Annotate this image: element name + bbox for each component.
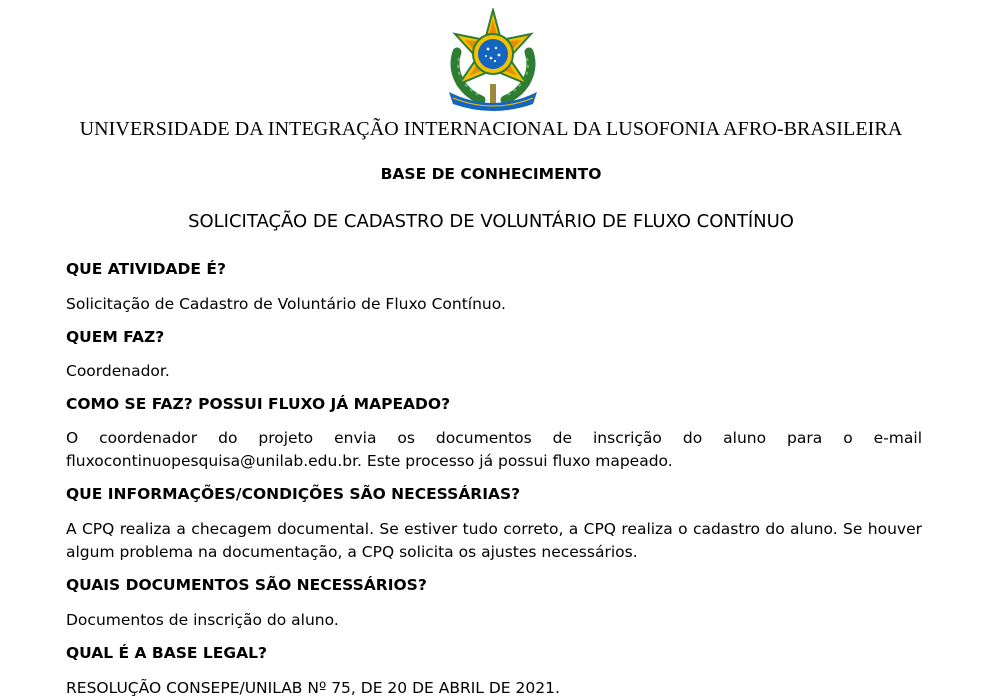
document-title: SOLICITAÇÃO DE CADASTRO DE VOLUNTÁRIO DE FLUXO CONTÍNUO (188, 211, 794, 232)
question-heading: QUEM FAZ? (66, 328, 165, 346)
section-label: BASE DE CONHECIMENTO (380, 165, 602, 183)
question-heading: QUE ATIVIDADE É? (66, 260, 226, 278)
answer-text: A CPQ realiza a checagem documental. Se estiver tudo correto, a CPQ realiza o cadastro do aluno. Se houver algum problema na documentação, a CPQ solicita os ajustes necessários. (66, 520, 922, 561)
question-heading: QUE INFORMAÇÕES/CONDIÇÕES SÃO NECESSÁRIAS? (66, 485, 521, 503)
coat-of-arms-icon (441, 8, 545, 112)
answer-text: Coordenador. (66, 362, 170, 380)
answer-text: Documentos de inscrição do aluno. (66, 611, 339, 629)
document-body (66, 258, 922, 700)
answer-text: RESOLUÇÃO CONSEPE/UNILAB Nº 75, DE 20 DE ABRIL DE 2021. (66, 679, 560, 697)
question-heading: COMO SE FAZ? POSSUI FLUXO JÁ MAPEADO? (66, 395, 451, 413)
answer-text: Solicitação de Cadastro de Voluntário de Fluxo Contínuo. (66, 295, 506, 313)
question-heading: QUAL É A BASE LEGAL? (66, 644, 267, 662)
university-name: UNIVERSIDADE DA INTEGRAÇÃO INTERNACIONAL DA LUSOFONIA AFRO-BRASILEIRA (79, 118, 903, 140)
answer-text: O coordenador do projeto envia os documentos de inscrição do aluno para o e-mail fluxocontinuopesquisa@unilab.edu.br. Este processo já possui fluxo mapeado. (66, 429, 922, 470)
question-heading: QUAIS DOCUMENTOS SÃO NECESSÁRIOS? (66, 576, 427, 594)
